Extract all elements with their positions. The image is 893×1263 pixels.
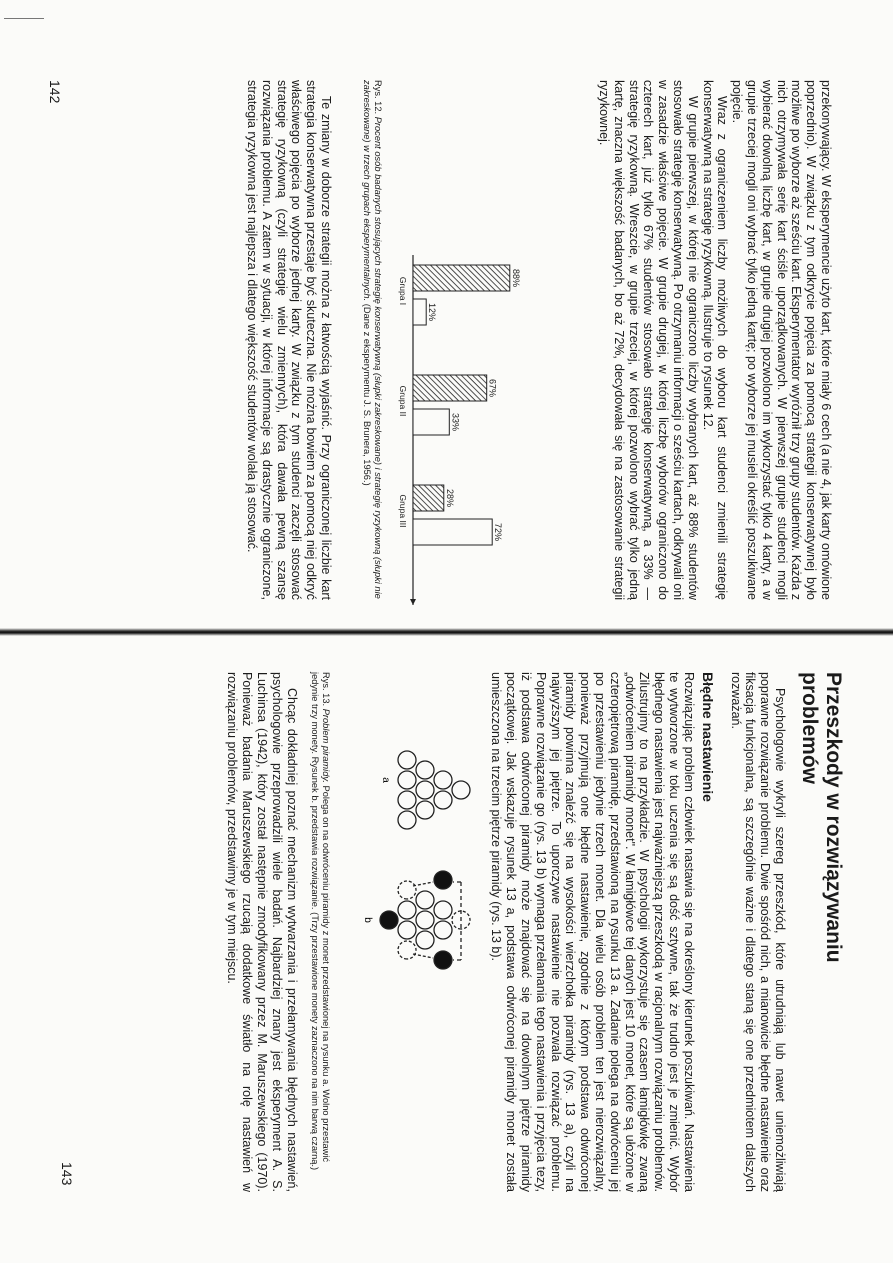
caption-label: Rys. 13. xyxy=(320,672,331,707)
coin xyxy=(434,901,452,919)
figure-13-caption xyxy=(309,672,331,1192)
coin-moved xyxy=(434,871,452,889)
category-label: Grupa I xyxy=(398,276,408,306)
data-label: 28% xyxy=(444,488,455,508)
coin xyxy=(398,901,416,919)
data-label: 12% xyxy=(427,302,438,322)
caption-title: Problem piramidy. xyxy=(320,708,331,783)
coin xyxy=(416,761,434,779)
coin xyxy=(434,771,452,789)
coin xyxy=(416,931,434,949)
bar-conservative xyxy=(413,485,444,511)
coin-moved xyxy=(380,911,398,929)
paragraph: Chcąc dokładniej poznać mechanizm wytwarzania i przełamywania błędnych nastawień, psychologowie przeprowadzili wiele badań. Najbardziej znany jest eksperyment A. S. Luchinsa (1942), który został następnie zmodyfikowany przez M. Maruszewskiego (1970). Ponieważ badania Maruszewskiego rzucają dodatkowe światło na rolę nastawień w rozwiązaniu problemów, przedstawimy je w tym miejscu. xyxy=(225,672,299,1192)
scan-mark xyxy=(4,18,44,19)
bar-chart xyxy=(391,245,541,605)
figure-12-caption xyxy=(361,80,383,600)
paragraph: Te zmiany w doborze strategii można z łatwością wyjaśnić. Przy ograniczonej liczbie kart strategia konserwatywna przestaje być skuteczna. Nie można bowiem za pomocą niej odkryć właściwego pojęcia po wyborze jednej karty. W związku z tym studenci zaczęli stosować strategię ryzykowną (czyli strategię wielu zmiennych), która dawała pewną szansę rozwiązania problemu. A zatem w sytuacji, w której informacje są drastycznie ograniczone, strategia ryzykowna jest najlepsza i dlatego większość studentów wolała ją stosować. xyxy=(245,80,333,600)
category-label: Grupa II xyxy=(398,385,408,417)
coin xyxy=(452,781,470,799)
move-arrow xyxy=(413,882,433,886)
page-fold xyxy=(0,628,893,636)
move-arrow xyxy=(413,954,433,958)
pyramid-figure xyxy=(333,672,483,1192)
label-a: a xyxy=(379,777,391,783)
category-label: Grupa III xyxy=(398,494,408,528)
left-text-bottom xyxy=(244,80,333,600)
caption-text: Procent osób badanych stosujących strategię konserwatywną (słupki zakreskowane) i strategię ryzykowną (słupki nie zakreskowane) w trzech grupach eksperymentalnych. xyxy=(362,80,383,599)
coin xyxy=(434,921,452,939)
bar-risky xyxy=(413,299,426,325)
coin-moved-from xyxy=(398,881,416,899)
coin xyxy=(416,911,434,929)
bar-risky xyxy=(413,519,492,545)
right-page xyxy=(55,672,845,1192)
coin-moved xyxy=(434,951,452,969)
data-label: 88% xyxy=(510,268,521,288)
paragraph: przekonywający. W eksperymencie użyto kart, które miały 6 cech (a nie 4, jak karty omówione poprzednio). W związku z tym odkrycie pojęcia za pomocą strategii konserwatywnej było możliwe po wyborze aż sześciu kart. Eksperymentator wyróżnił trzy grupy studentów. Każda z nich otrzymywała serię kart ściśle uporządkowanych. W pierwszej grupie studenci mogli wybierać dowolną liczbę kart, w grupie drugiej pozwolono im wykorzystać tylko 4 karty, a w grupie trzeciej mogli oni wybrać tylko jedną kartę; po wyborze jej musieli określić poszukiwane pojęcie. xyxy=(730,80,833,600)
intro-paragraph: Psychologowie wykryli szereg przeszkód, które utrudniają lub nawet uniemożliwiają poprawne rozwiązanie problemu. Dwie spośród nich, a mianowicie błędne nastawienie oraz fiksacja funkcjonalna, są szczególnie ważne i dlatego staną się one przedmiotem dalszych rozważań. xyxy=(728,672,787,1192)
bar-conservative xyxy=(413,375,487,401)
caption-text: Polega on na odwróceniu piramidy z monet przedstawionej na rysunku a. Wolno przestawić jedynie trzy monety. Rysunek b. przedstawia rozwiązanie. (Trzy przestawione monety zaznaczono na nim barwą czarną.) xyxy=(309,672,331,1171)
page-number: 142 xyxy=(47,80,63,104)
coin xyxy=(416,891,434,909)
coin xyxy=(398,811,416,829)
page-number: 143 xyxy=(59,1162,75,1186)
bar-risky xyxy=(413,409,449,435)
label-b: b xyxy=(361,917,373,923)
coin xyxy=(416,781,434,799)
coin xyxy=(398,751,416,769)
caption-label: Rys. 12. xyxy=(373,80,383,115)
pyramid-b xyxy=(380,871,470,969)
coin-moved-from xyxy=(398,941,416,959)
coin xyxy=(398,921,416,939)
left-page xyxy=(43,80,833,600)
x-axis-arrow xyxy=(410,599,416,605)
section-title: Błędne nastawienie xyxy=(699,672,716,802)
chapter-title: Przeszkody w rozwiązywaniu problemów xyxy=(798,672,845,963)
pyramid-a xyxy=(398,751,470,829)
bar-conservative xyxy=(413,265,510,291)
coin xyxy=(416,801,434,819)
coin xyxy=(398,771,416,789)
data-label: 33% xyxy=(450,412,461,432)
paragraph: Wraz z ograniczeniem liczby możliwych do wyboru kart studenci zmienili strategię konserwatywną na strategię ryzykowną. Ilustruje to rysunek 12. xyxy=(700,80,730,600)
caption-source: (Dane z eksperymentu J. S. Brunera, 1956.) xyxy=(362,303,372,486)
move-path xyxy=(453,882,461,960)
coin xyxy=(434,791,452,809)
data-label: 72% xyxy=(493,522,504,542)
paragraph: Rozwiązując problem człowiek nastawia się na określony kierunek poszukiwań. Nastawienia te wytworzone w toku uczenia się są dość sztywne, tak że trudno jest je zmienić. Wybór błędnego nastawienia jest najważniejszą przeszkodą w racjonalnym rozwiązaniu problemów. Zilustrujmy to na przykładzie. W psychologii wykorzystuje się czasem łamigłówkę zwaną „odwróceniem piramidy monet". W łamigłówce tej danych jest 10 monet, które są ułożone w czteropiętrową piramidę, przedstawioną na rysunku 13 a. Zadanie polega na odwróceniu jej po przestawieniu jedynie trzech monet. Dla wielu osób problem ten jest nierozwiązalny, ponieważ przyjmują one błędne nastawienie, zgodnie z którym podstawa odwróconej piramidy powinna znaleźć się na wysokości wierzchołka piramidy (rys. 13 a), czyli na najwyższym jej piętrze. To uporczywe nastawienie nie pozwala rozwiązać problemu. Poprawne rozwiązanie go (rys. 13 b) wymaga przełamania tego nastawienia i przyjęcia tezy, iż podstawa odwróconej piramidy może znajdować się na dowolnym piętrze piramidy początkowej. Jak wskazuje rysunek 13 a, podstawa odwróconej piramidy monet została umieszczona na trzecim piętrze piramidy (rys. 13 b). xyxy=(489,672,696,1192)
left-text-top xyxy=(596,80,833,600)
data-label: 67% xyxy=(487,378,498,398)
coin xyxy=(398,791,416,809)
paragraph: W grupie pierwszej, w której nie ograniczono liczby wybranych kart, aż 88% studentów stosowało strategię konserwatywną. Po otrzymaniu informacji o sześciu kartach, odkrywali oni w zasadzie właściwe pojęcie. W grupie drugiej, w której liczbę wyborów ograniczono do czterech kart, już tylko 67% studentów stosowało strategię konserwatywną, a 33% — strategię ryzykowną. Wreszcie, w grupie trzeciej, w której pozwolono wybrać tylko jedną kartę, znaczna większość badanych, bo aż 72%, decydowała się na zastosowanie strategii ryzykownej. xyxy=(597,80,700,600)
